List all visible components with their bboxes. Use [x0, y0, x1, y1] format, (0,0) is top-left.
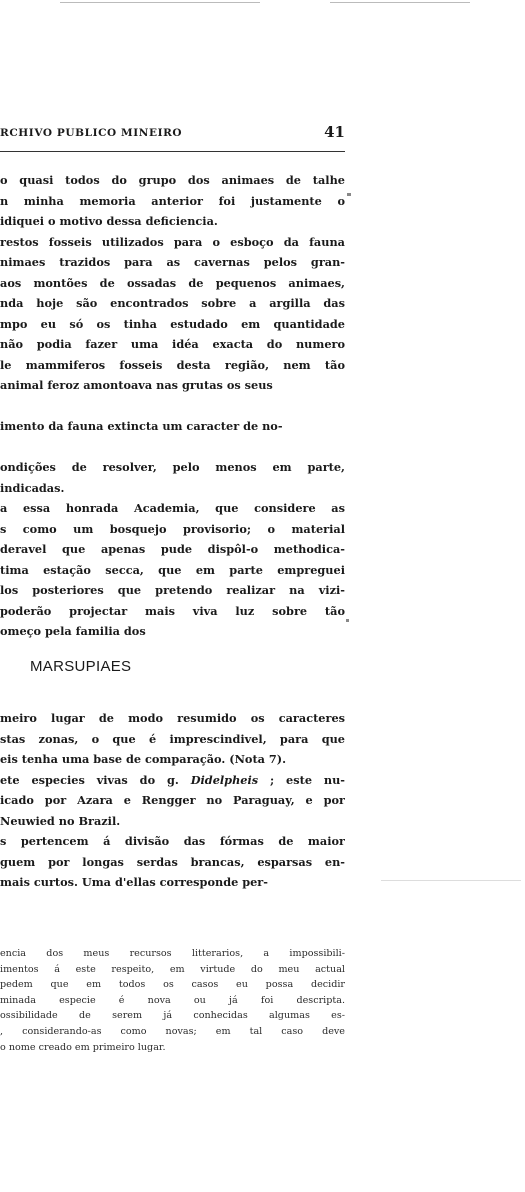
text-line: nda hoje são encontrados sobre a argilla das — [0, 296, 345, 310]
text-line: s como um bosquejo provisorio; o material — [0, 521, 345, 536]
text-line: guem por longas serdas brancas, esparsas en- — [0, 854, 345, 869]
header-rule — [0, 151, 345, 152]
paragraph-gap — [0, 437, 345, 458]
page-number: 41 — [324, 123, 345, 141]
text-line: poderão projectar mais viva luz sobre tão — [0, 603, 345, 618]
text-line: idiquei o motivo dessa deficiencia. — [0, 214, 218, 228]
text-line: a essa honrada Academia, que considere as — [0, 501, 345, 515]
text-line: Neuwied no Brazil. — [0, 813, 121, 828]
footnote-line: o nome creado em primeiro lugar. — [0, 1041, 166, 1053]
text-line: stas zonas, o que é imprescindivel, para que — [0, 731, 345, 746]
margin-mark — [346, 619, 349, 622]
text-line: le mammiferos fosseis desta região, nem tão — [0, 357, 345, 372]
footnote-line: encia dos meus recursos litterarios, a impossibili- — [0, 948, 345, 959]
text-line: s pertencem á divisão das fórmas de maior — [0, 834, 345, 848]
text-line: eis tenha uma base de comparação. (Nota 7). — [0, 752, 287, 766]
margin-mark — [347, 193, 351, 196]
text-line: omeço pela familia dos — [0, 624, 146, 638]
footnote-line: imentos á este respeito, em virtude do meu actual — [0, 963, 345, 975]
scan-artifact-line — [381, 880, 521, 881]
footnote-line: pedem que em todos os casos eu possa decidir — [0, 979, 345, 991]
text-line: restos fosseis utilizados para o esboço da fauna — [0, 234, 345, 249]
text-line: animal feroz amontoava nas grutas os seus — [0, 378, 273, 392]
text-line: los posteriores que pretendo realizar na vizi- — [0, 583, 345, 597]
text-line: tima estação secca, que em parte empreguei — [0, 562, 345, 577]
footnote-line: ossibilidade de serem já conhecidas algumas es- — [0, 1010, 345, 1022]
text-line: deravel que apenas pude dispôl-o methodica- — [0, 542, 345, 556]
section-heading: MARSUPIAES — [30, 658, 132, 675]
text-line: ete especies vivas do g. Didelpheis ; este nu- — [0, 772, 345, 787]
genus-name: Didelpheis — [190, 772, 259, 787]
text-line: indicadas. — [0, 480, 65, 495]
body-text-bottom — [0, 708, 345, 893]
text-line: nimaes trazidos para as cavernas pelos gran- — [0, 255, 345, 269]
text-line: icado por Azara e Rengger no Paraguay, e por — [0, 793, 345, 807]
footnote-line: minada especie é nova ou já foi descripta. — [0, 994, 345, 1006]
paragraph-gap — [0, 396, 345, 417]
top-edge-lines — [0, 0, 525, 6]
body-text-top — [0, 170, 345, 642]
running-title: RCHIVO PUBLICO MINEIRO — [0, 127, 183, 139]
text-line: ondições de resolver, pelo menos em parte, — [0, 460, 345, 474]
text-line: imento da fauna extincta um caracter de no- — [0, 419, 283, 433]
text-line: mais curtos. Uma d'ellas corresponde per- — [0, 875, 268, 889]
text-line: meiro lugar de modo resumido os caracteres — [0, 711, 345, 725]
text-line: não podia fazer uma idéa exacta do numero — [0, 337, 345, 351]
page-header — [0, 123, 345, 143]
text-line: aos montões de ossadas de pequenos animaes, — [0, 275, 345, 290]
footnote-line: , considerando-as como novas; em tal caso deve — [0, 1025, 345, 1037]
text-line: mpo eu só os tinha estudado em quantidade — [0, 316, 345, 331]
text-line: n minha memoria anterior foi justamente o — [0, 193, 345, 208]
footnote — [0, 946, 345, 1055]
text-line: o quasi todos do grupo dos animaes de talhe — [0, 173, 345, 187]
